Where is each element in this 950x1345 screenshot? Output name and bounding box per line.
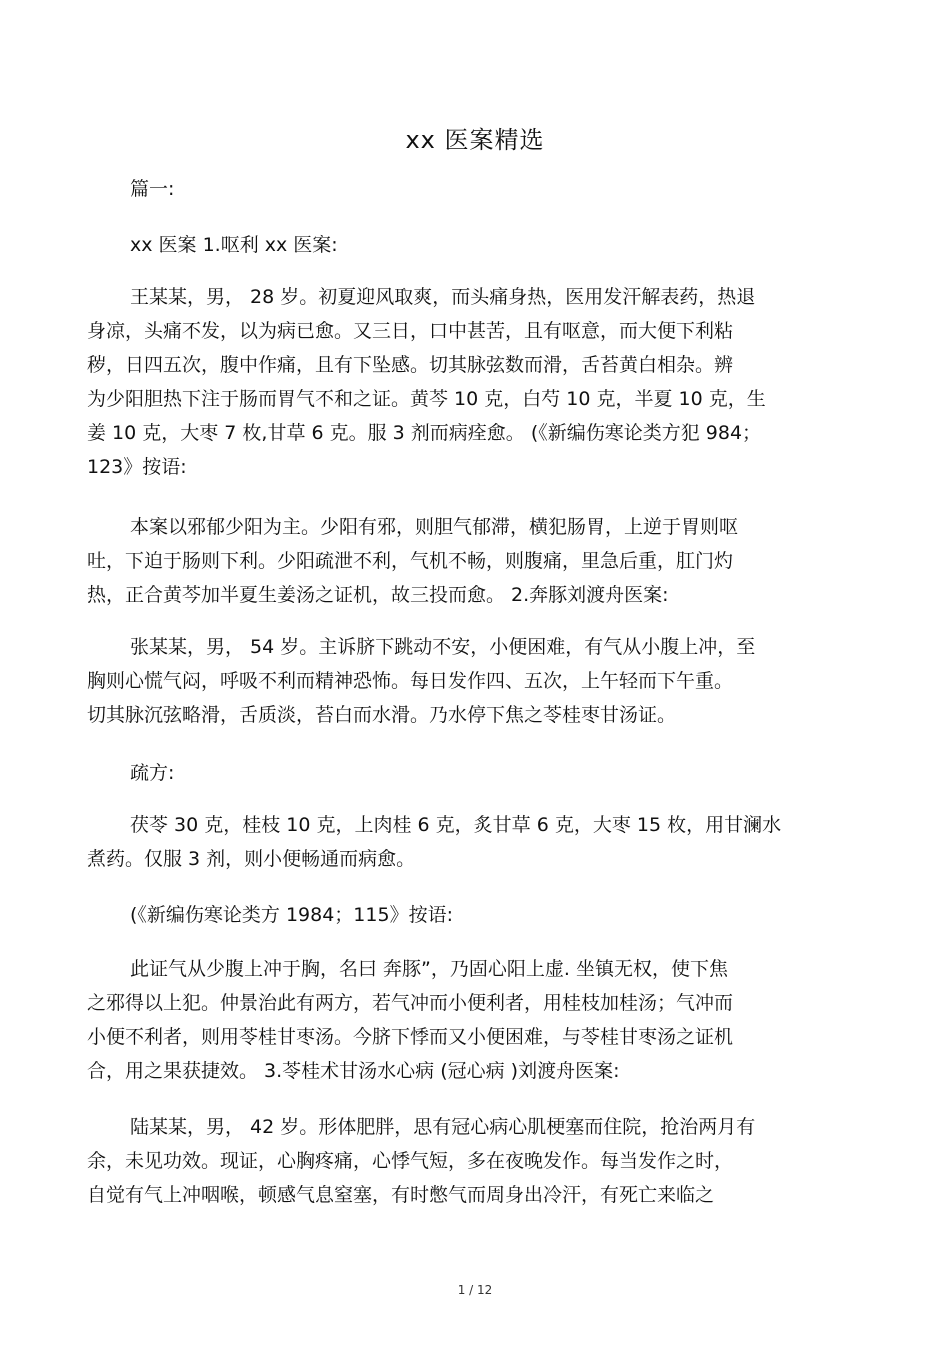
paragraph-line: 煮药。仅服 3 剂，则小便畅通而病愈。: [87, 848, 416, 870]
paragraph: [87, 808, 867, 876]
paragraph-line: 余，未见功效。现证，心胸疼痛，心悸气短，多在夜晚发作。每当发作之时，: [87, 1150, 734, 1172]
paragraph-line: 王某某，男， 28 岁。初夏迎风取爽，而头痛身热，医用发汗解表药，热退: [130, 286, 756, 308]
paragraph-line: 自觉有气上冲咽喉，顿感气息窒塞，有时憋气而周身出冷汗，有死亡来临之: [87, 1184, 715, 1206]
paragraph-line: 合，用之果获捷效。 3.苓桂术甘汤水心病 (冠心病 )刘渡舟医案:: [87, 1060, 620, 1082]
paragraph: [87, 952, 867, 1088]
page-indicator: 1 / 12: [457, 1283, 493, 1297]
paragraph-line: 本案以邪郁少阳为主。少阳有邪，则胆气郁滞，横犯肠胃，上逆于胃则呕: [130, 516, 739, 538]
paragraph-line: 123》按语:: [87, 456, 187, 478]
paragraph-line: 茯苓 30 克，桂枝 10 克，上肉桂 6 克，炙甘草 6 克，大枣 15 枚，用甘澜水: [130, 814, 782, 836]
paragraph-line: 张某某，男， 54 岁。主诉脐下跳动不安，小便困难，有气从小腹上冲，至: [130, 636, 756, 658]
paragraph: [87, 630, 867, 732]
paragraph-line: 热，正合黄芩加半夏生姜汤之证机，故三投而愈。 2.奔豚刘渡舟医案:: [87, 584, 669, 606]
paragraph: [87, 1110, 867, 1212]
paragraph: [87, 172, 867, 206]
paragraph: [87, 280, 867, 484]
paragraph-line: 篇一:: [130, 178, 175, 200]
paragraph-line: 为少阳胆热下注于肠而胃气不和之证。黄芩 10 克，白芍 10 克，半夏 10 克，生: [87, 388, 766, 410]
paragraph-line: 此证气从少腹上冲于胸，名曰 奔豚”，乃固心阳上虚. 坐镇无权，使下焦: [130, 958, 728, 980]
paragraph: [87, 510, 867, 612]
paragraph-line: 身凉，头痛不发，以为病已愈。又三日，口中甚苦，且有呕意，而大便下利粘: [87, 320, 734, 342]
document-title: xx 医案精选: [405, 126, 545, 154]
paragraph-line: 胸则心慌气闷，呼吸不利而精神恐怖。每日发作四、五次，上午轻而下午重。: [87, 670, 734, 692]
paragraph-line: 之邪得以上犯。仲景治此有两方，若气冲而小便利者，用桂枝加桂汤；气冲而: [87, 992, 734, 1014]
paragraph-line: 吐，下迫于肠则下利。少阳疏泄不利，气机不畅，则腹痛，里急后重，肛门灼: [87, 550, 734, 572]
paragraph-line: 陆某某，男， 42 岁。形体肥胖，思有冠心病心肌梗塞而住院，抢治两月有: [130, 1116, 756, 1138]
paragraph-line: 姜 10 克，大枣 7 枚,甘草 6 克。服 3 剂而病痊愈。 (《新编伤寒论类方犯 984；: [87, 422, 762, 444]
paragraph-line: 秽，日四五次，腹中作痛，且有下坠感。切其脉弦数而滑，舌苔黄白相杂。辨: [87, 354, 734, 376]
paragraph-line: 切其脉沉弦略滑，舌质淡，苔白而水滑。乃水停下焦之苓桂枣甘汤证。: [87, 704, 677, 726]
paragraph: [87, 756, 867, 790]
paragraph: [87, 898, 867, 932]
paragraph-line: 小便不利者，则用苓桂甘枣汤。今脐下悸而又小便困难，与苓桂甘枣汤之证机: [87, 1026, 734, 1048]
paragraph-line: (《新编伤寒论类方 1984；115》按语:: [130, 904, 453, 926]
paragraph: [87, 228, 867, 262]
paragraph-line: xx 医案 1.呕利 xx 医案:: [130, 234, 338, 256]
paragraph-line: 疏方:: [130, 762, 175, 784]
